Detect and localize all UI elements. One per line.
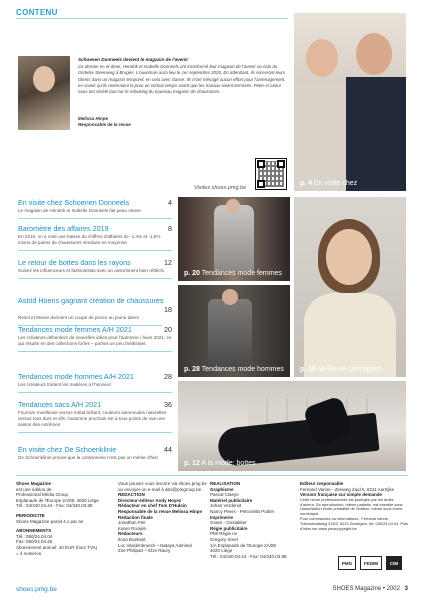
footer-issue: SHOES Magazine • 2002 3 bbox=[332, 586, 408, 592]
editor-portrait bbox=[18, 56, 70, 130]
toc-item-6[interactable]: Tendances mode hommes A/H 2021 28 Les créateurs traitent les matières à l'honneur bbox=[18, 372, 172, 393]
signature-name: Melissa Hinpe bbox=[78, 116, 109, 121]
footer-col-production: REALISATION Graphisme Pascal Claeys Matériel publicitaire Johan Verdenst Nancy Peers - Petronella Pottier Imprimerie Graes - Oostakker Régie publicitaire PMI Régie nv Gregory Smet 1/A Esplanade de l'Europe 2A/08 4020 Liège Tél.: 04/340.04.44 - Fax: 04/340.03.88 bbox=[210, 481, 287, 559]
footer-col-legal: Editeur responsable Fernand Vanne - Zeeweg Zuid 5, 8211 Aartrijke Version française sur simple demande Cette revue professionnelle est protégée par les droits d'auteur. Sa reproduction, même partielle, est interdite sans l'autorisation écrite préalable de l'éditeur, même sous forme numérique. Pour commandes ou informations : Fernand Vanne, Tullusstraatweg 226/2, 8210 Zedelgem, tél. 050/24.04.04. Plus d'infos sur www.pmacopyright.be bbox=[300, 481, 408, 531]
editorial-title: Schoenen Donneels devient le magasin de l'avenir bbox=[78, 57, 189, 62]
photo-p20[interactable] bbox=[178, 197, 290, 281]
footer-col-redaction: Vous pouvez vous inscrire via shoes.pmg.be ou envoyer un e-mail à abo@pmgroup.be REDACTION Directeur-éditeur Andy Hoyez Rédacteur en chef Tom D'Hulsin Responsable de la revue Melissa Hinpe Rédaction finale Jonathan Peir Karen Rooijen Rédacteurs Ilona Boekant Luc Vandenbroeck – Nataya Adminal Zoë Philipart – Elze Raury bbox=[118, 481, 207, 554]
toc-item-5[interactable]: Tendances mode femmes A/H 2021 20 Les créateurs débordent de nouvelles idées pour l'automne / hiver 2021, ce qui résulte en des collections fortes – parfois un peu théâtrales bbox=[18, 325, 172, 352]
footer-url[interactable]: shoes.pmg.be bbox=[16, 586, 57, 593]
photo-p12[interactable] bbox=[178, 381, 406, 471]
caption-p18: p. 18 Meilleure conception bbox=[300, 366, 383, 373]
qr-code-icon[interactable] bbox=[255, 158, 287, 190]
photo-p4[interactable] bbox=[294, 13, 406, 191]
toc-item-2[interactable]: Baromètre des affaires 2019 8 En 2019, on a noté une baisse du chiffres d'affaires de -1,4% et -1,5% moins de paires de chaussures vendues en moyenne bbox=[18, 224, 172, 251]
cim-logo-icon: CIM bbox=[386, 556, 402, 570]
page-number: 3 bbox=[404, 586, 408, 592]
toc-item-8[interactable]: En visite chez De Schoenklinie 44 De Schoenklinie prouve que la cordonnerie n'est pas un métier d'hier bbox=[18, 445, 172, 460]
visit-link[interactable]: Visitez shoes.pmg.be bbox=[194, 185, 247, 191]
toc-item-1[interactable]: En visite chez Schoenen Donneels 4 Le magasin de Hendrik et Isabelle Donneels fait peau neuve bbox=[18, 198, 172, 219]
toc-item-3[interactable]: Le retour de bottes dans les rayons 12 Suivez les influenceurs et fashionistas avec un assortiment bien réfléchi bbox=[18, 258, 172, 279]
photo-p28[interactable] bbox=[178, 285, 290, 377]
header-rule bbox=[16, 18, 288, 19]
footer-rule bbox=[16, 475, 408, 476]
footer-col-publisher: Shoes Magazine est une édition de Professional Media Group Esplanade de l'Europe 2A/08, 4020 Liège Tél.: 04/340.04.44 - Fax: 04/340.03.88 PERIODICITE Shoes Magazine parait 4 x par an ABONNEMENTS Tél.: 050/24.04.04 Fax: 050/24.04.45 Abonnement annuel: 40 EUR (hors TVA) = 4 numéros bbox=[16, 481, 99, 556]
editorial-signature bbox=[78, 116, 131, 128]
signature-role: Responsable de la revue bbox=[78, 122, 131, 127]
pmg-logo-icon: PMG bbox=[338, 556, 356, 570]
toc-item-7[interactable]: Tendances sacs A/H 2021 36 Fourrure moelleuse versus métal brillant, couleurs automnales naturelles versus tons durs et vifs: l'automne prochain est à tous points de vue une saison des extrêmes bbox=[18, 400, 172, 433]
toc-item-4[interactable]: Astrid Hoens gagnant création de chaussures 18 Resol et Monar donnent un coupe de pouce au jeune talent bbox=[18, 296, 172, 326]
editorial-body: Ce dernier en et demi, Hendrik et Isabelle Donneels ont transformé leur magasin de l'avenir ou coin du Gistelse Steenweg à Bruges. L'ouverture aura lieu le 1er septembre 2020. En attendant, ils recevront leurs clients dans un magasin temporel, en cela avec classe. Ils n'ont ménagé aucun effort pour l'aménagement, en savoir qu'ils resteraient la pour un certain temps avant que les travaux soient terminés. Peter et aseur nous ont révélé tout sur le relooking du nouveau magasin de chaussures. bbox=[78, 64, 286, 95]
fedim-logo-icon: FEDIM bbox=[360, 556, 382, 570]
footer-logos bbox=[338, 556, 408, 572]
caption-p20: p. 20 Tendances mode femmes bbox=[184, 270, 282, 277]
photo-p18[interactable] bbox=[294, 197, 406, 377]
caption-p4: p. 4 En visite chez bbox=[300, 180, 358, 187]
caption-p12: p. 12 A la mode: bottes bbox=[184, 460, 256, 467]
caption-p28: p. 28 Tendances mode hommes bbox=[184, 366, 284, 373]
page-header: CONTENU bbox=[16, 8, 58, 17]
